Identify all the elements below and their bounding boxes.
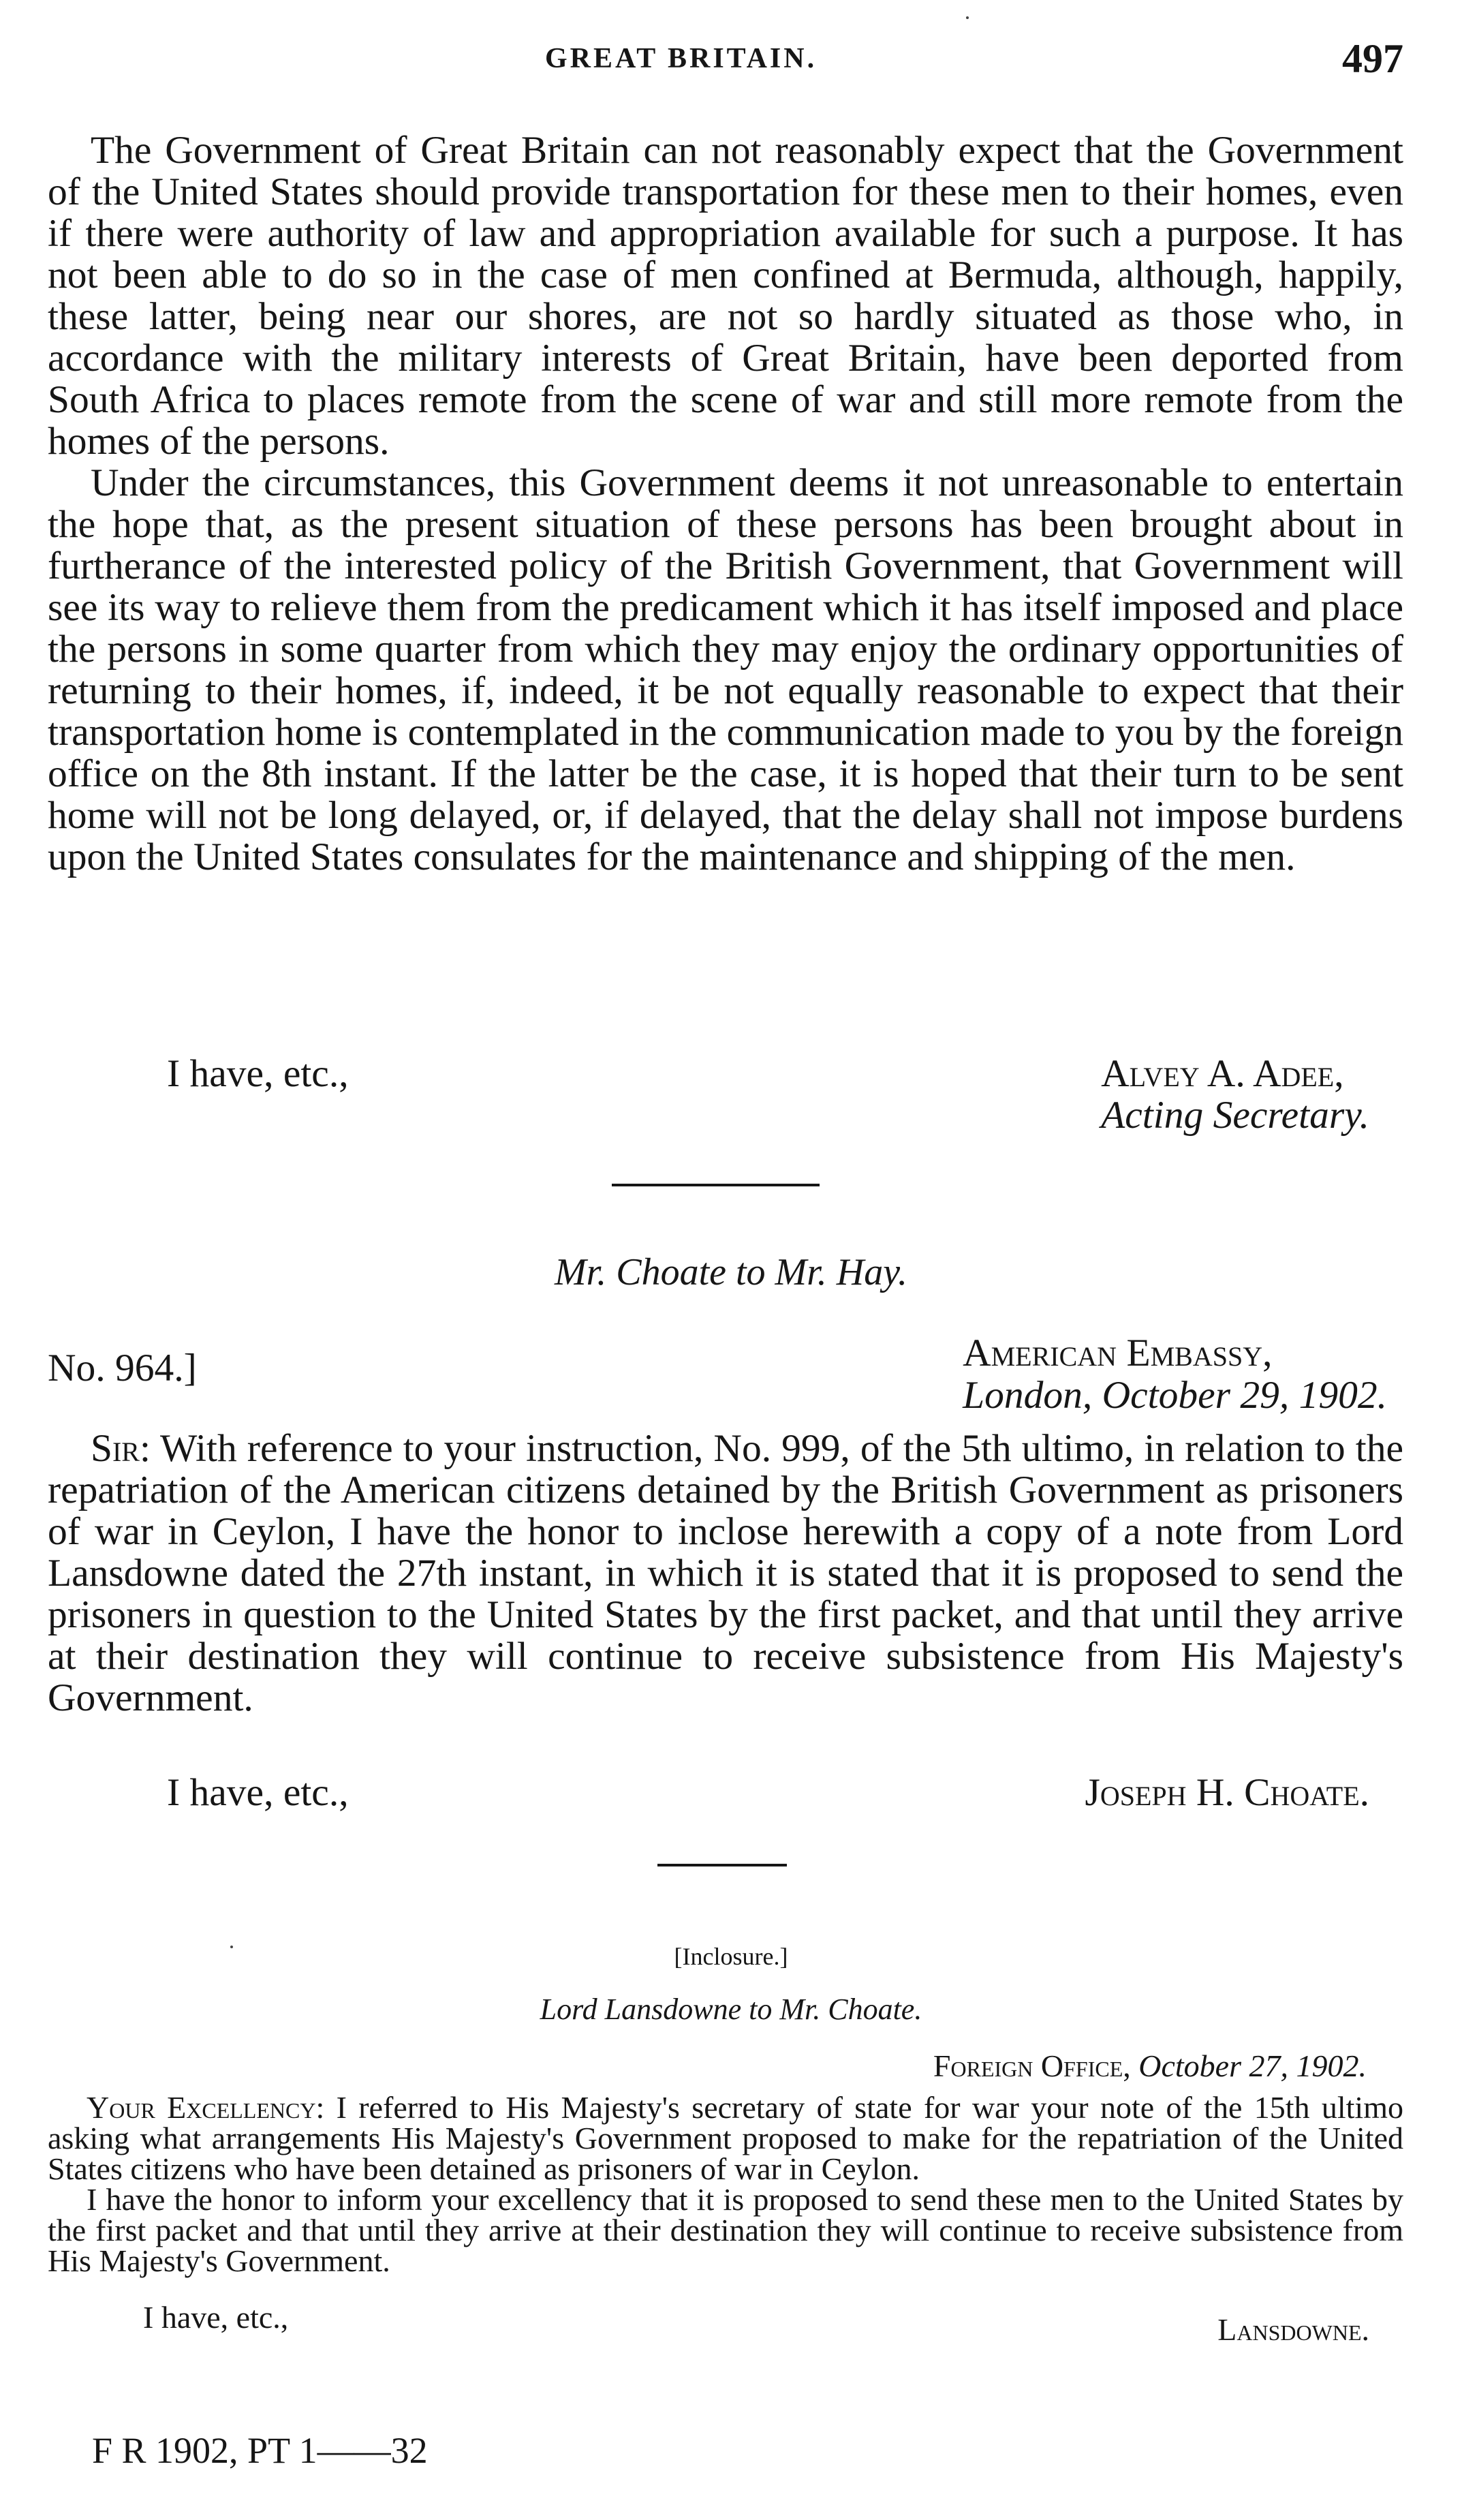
letter1-closing: I have, etc., [167, 1052, 349, 1095]
inclosure-signature: Lansdowne. [1217, 2312, 1369, 2347]
letter1-body [48, 129, 1403, 878]
inclosure-dateline-date: October 27, 1902. [1138, 2048, 1367, 2083]
letter2-dateline-place: American Embassy, [963, 1332, 1273, 1374]
inclosure-dateline [933, 2048, 1367, 2084]
letter2-body [48, 1428, 1403, 1719]
inclosure-body [48, 2092, 1403, 2276]
letter1-signature-title: Acting Secretary. [1101, 1094, 1369, 1137]
letter1-signature-block [1101, 1053, 1369, 1136]
letter1-paragraph-2: Under the circumstances, this Government deems it not unreasonable to entertain the hope that, as the present situation of these persons has been brought about in furtherance of the interested policy of the British Government, that Government will see its way to relieve them from the predicament which it has itself imposed and place the persons in some quarter from which they may enjoy the ordinary opportunities of returning to their homes, if, indeed, it be not equally reasonable to expect that their transportation home is contemplated in the communication made to you by the foreign office on the 8th instant. If the latter be the case, it is hoped that their turn to be sent home will not be long delayed, or, if delayed, that the delay shall not impose burdens upon the United States consulates for the maintenance and shipping of the men. [48, 461, 1403, 878]
letter2-salutation: Sir: [91, 1427, 151, 1470]
letter2-paragraph [48, 1428, 1403, 1719]
page-number: 497 [1342, 36, 1403, 81]
running-head [48, 35, 1403, 81]
inclosure-salutation: Your Excellency: [87, 2090, 325, 2125]
letter2-dateline [963, 1332, 1387, 1417]
letter2-dateline-date: London, October 29, 1902. [963, 1374, 1387, 1417]
print-speck [966, 16, 969, 19]
letter2-closing-block [48, 1772, 1403, 1819]
letter2-body-text: With reference to your instruction, No. 999, of the 5th ultimo, in relation to the repatriation of the American citizens detained by the British Government as prisoners of war in Ceylon, I have the honor to inclose herewith a copy of a note from Lord Lansdowne dated the 27th instant, in which it is stated that it is proposed to send the prisoners in question to the United States by the first packet, and that until they arrive at their destination they will continue to receive subsistence from His Majesty's Government. [48, 1427, 1403, 1719]
inclosure-paragraph-2: I have the honor to inform your excellency that it is proposed to send these men to the United States by the first packet and that until they arrive at their destination they will continue to receive subsistence from His Majesty's Government. [48, 2182, 1403, 2278]
letter1-signature-name: Alvey A. Adee, [1101, 1052, 1344, 1095]
inclosure-label: [Inclosure.] [674, 1943, 788, 1970]
section-divider-short [657, 1864, 787, 1866]
inclosure-paragraph-1 [48, 2092, 1403, 2184]
letter2-number: No. 964.] [48, 1347, 197, 1389]
section-divider [612, 1184, 820, 1186]
inclosure-paragraph-1-text: I referred to His Majesty's secretary of state for war your note of the 15th ultimo asking what arrangements His Majesty's Government proposed to make for the repatriation of the United States citizens who have been detained as prisoners of war in Ceylon. [48, 2090, 1403, 2186]
letter2-closing: I have, etc., [167, 1771, 349, 1814]
letter2-signature: Joseph H. Choate. [1085, 1771, 1369, 1814]
running-title: GREAT BRITAIN. [545, 43, 818, 74]
inclosure-heading: Lord Lansdowne to Mr. Choate. [540, 1993, 922, 2026]
inclosure-closing: I have, etc., [143, 2300, 289, 2335]
letter2-heading: Mr. Choate to Mr. Hay. [555, 1251, 907, 1293]
inclosure-closing-block [48, 2302, 1403, 2350]
inclosure-dateline-place: Foreign Office, [933, 2048, 1131, 2083]
footer-signature-mark: F R 1902, PT 1——32 [92, 2430, 428, 2471]
letter1-paragraph-1: The Government of Great Britain can not reasonably expect that the Government of the United States should provide transportation for these men to their homes, even if there were authority of law and appropriation available for such a purpose. It has not been able to do so in the case of men confined at Bermuda, although, happily, these latter, being near our shores, are not so hardly situated as those who, in accordance with the military interests of Great Britain, have been deported from South Africa to places remote from the scene of war and still more remote from the homes of the persons. [48, 129, 1403, 463]
letter1-closing-block [48, 1053, 1403, 1141]
